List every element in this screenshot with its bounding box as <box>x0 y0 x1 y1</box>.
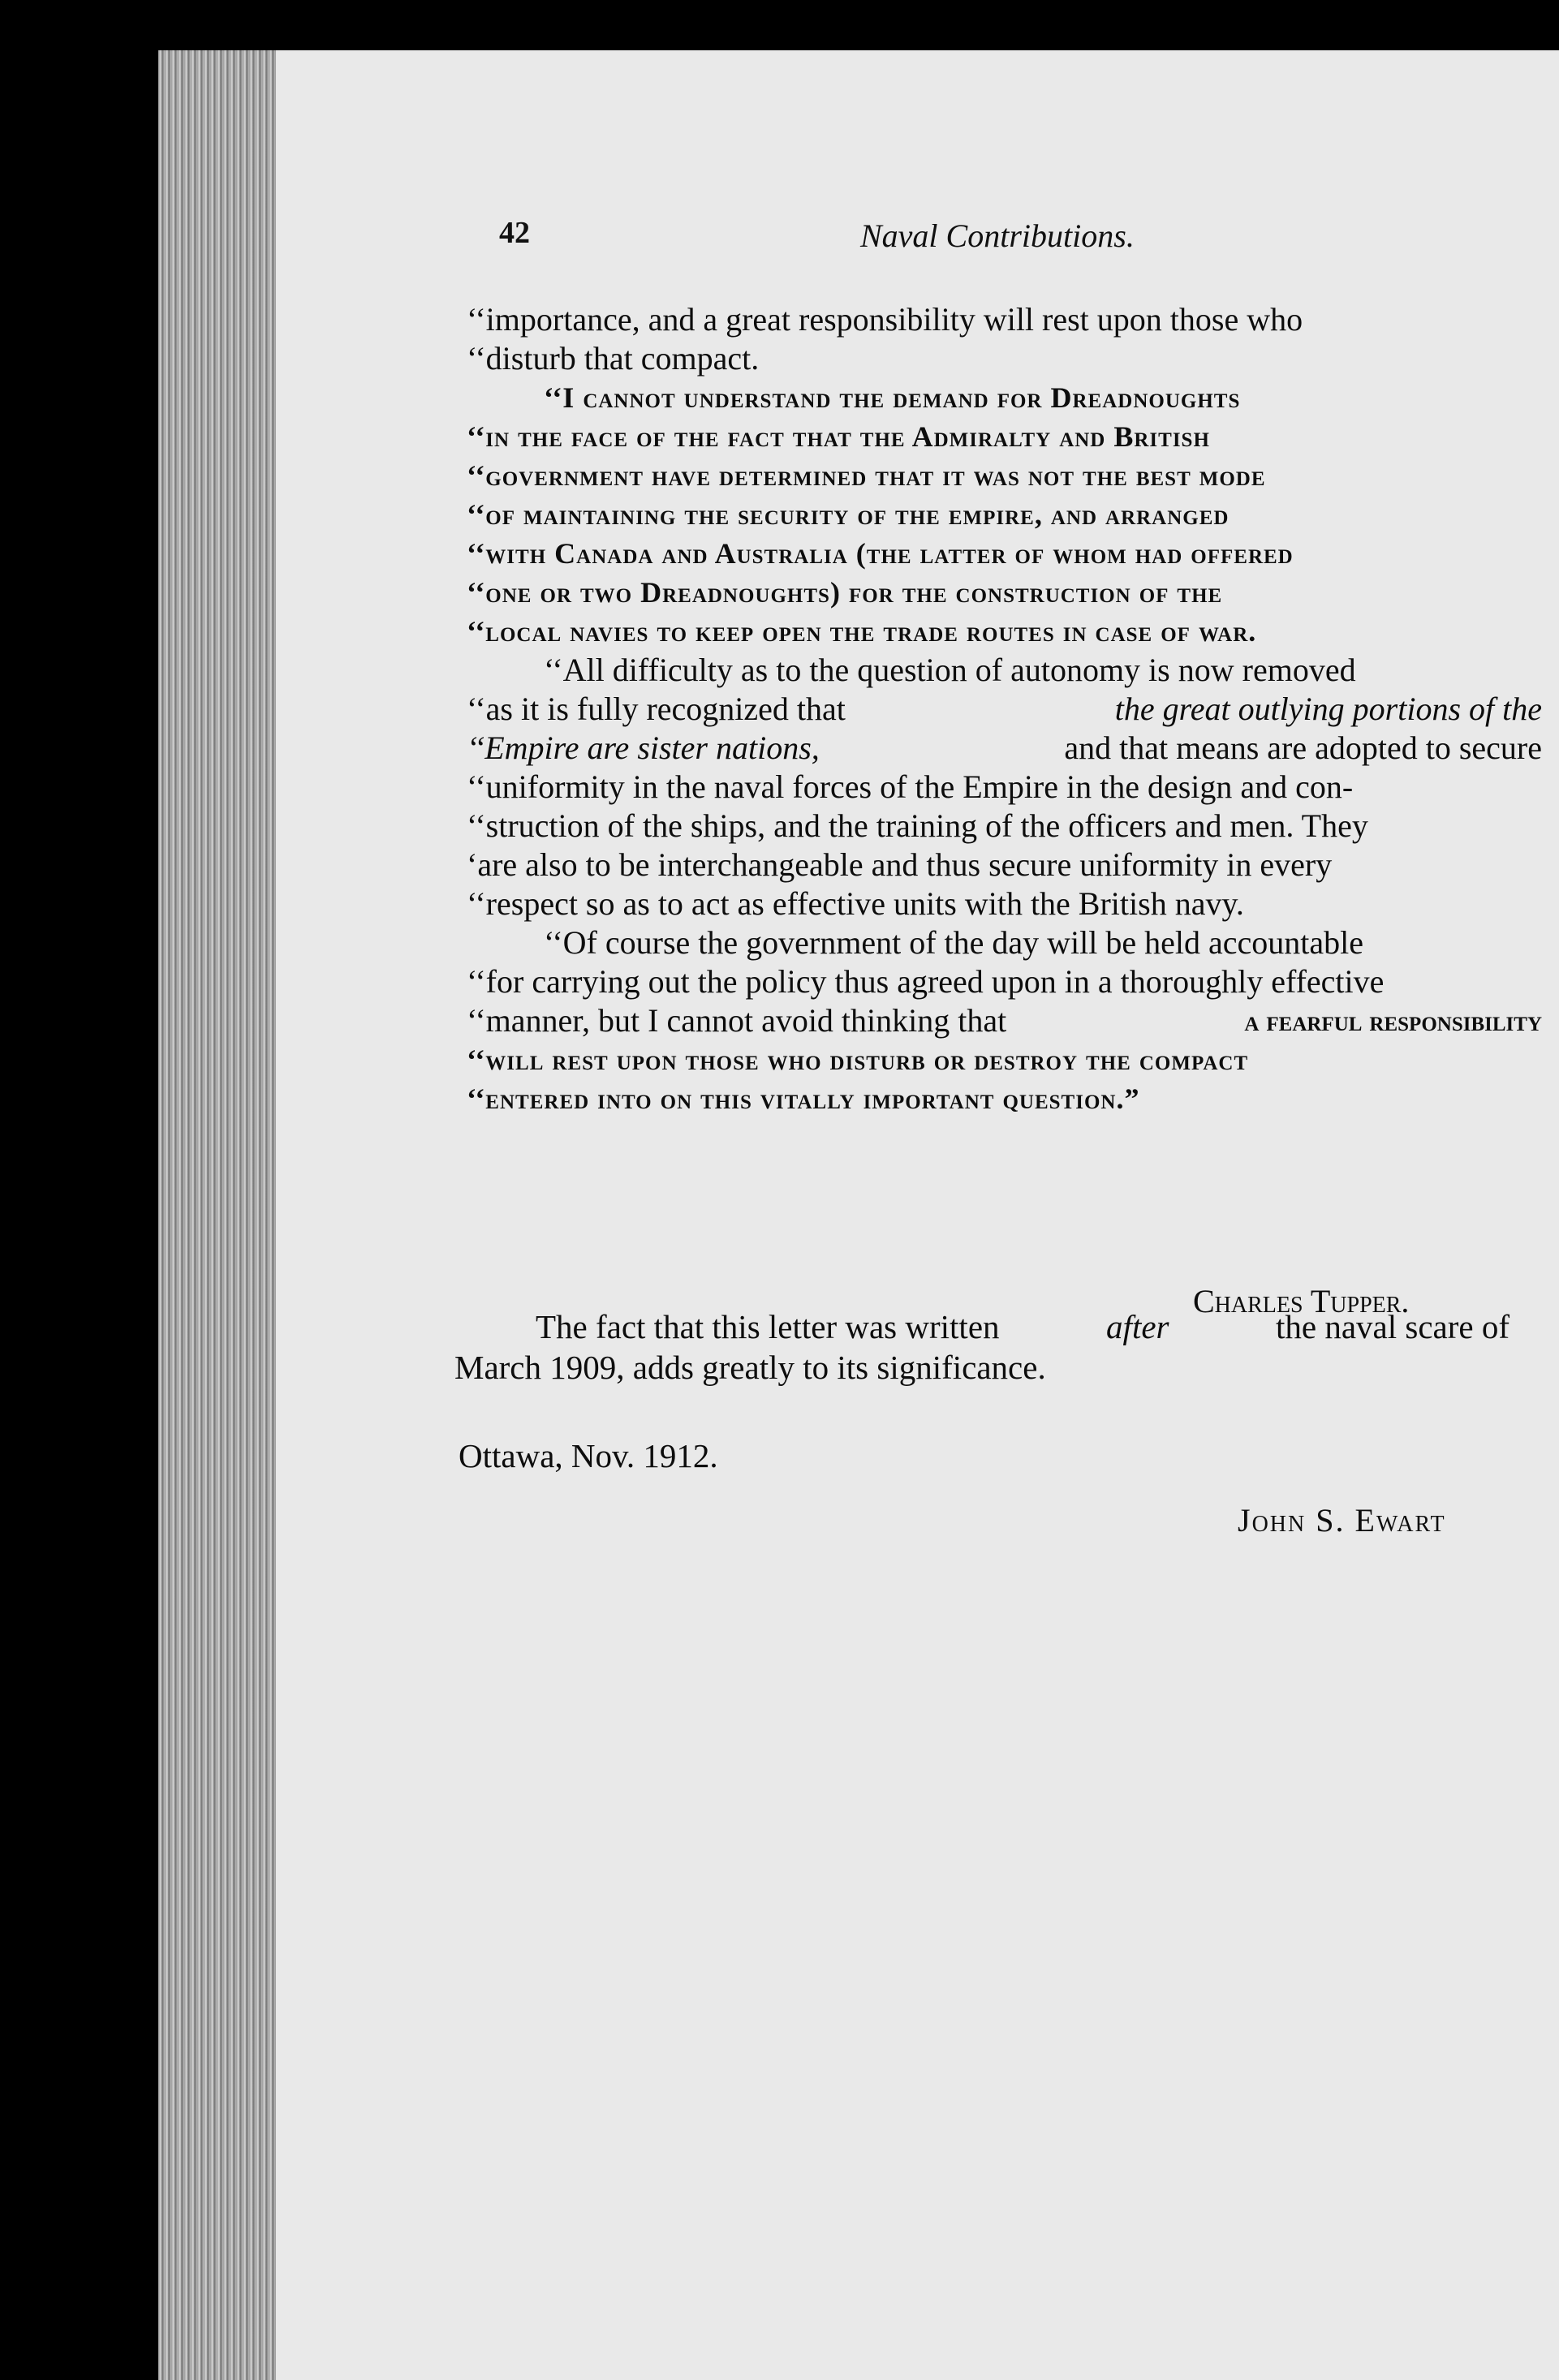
text-line: ‘‘in the face of the fact that the Admiralty and British <box>467 420 1210 453</box>
text-line: ‘‘one or two Dreadnoughts) for the construction of the <box>467 576 1223 609</box>
text-line: ‘‘of maintaining the security of the empire, and arranged <box>467 498 1230 531</box>
page-header <box>499 215 1554 264</box>
emphasis-text: the great outlying portions of the <box>1114 691 1542 727</box>
text-line: ‘‘importance, and a great responsibility will rest upon those who <box>467 301 1303 338</box>
page-edges <box>158 50 280 2380</box>
text-line: ‘‘entered into on this vitally important question.” <box>467 1082 1140 1115</box>
page-number: 42 <box>499 216 530 250</box>
text-line: ‘‘uniformity in the naval forces of the Empire in the design and con- <box>467 768 1354 805</box>
text-line: ‘‘will rest upon those who disturb or destroy the compact <box>467 1044 1249 1076</box>
text-line: ‘‘Empire are sister nations, and that means are adopted to secure <box>467 729 1542 766</box>
emphasis-smallcaps: a fearful responsibility <box>1244 1005 1542 1037</box>
text-line: ‘‘I cannot understand the demand for Dreadnoughts <box>544 381 1241 414</box>
author-signature: John S. Ewart <box>1238 1502 1446 1539</box>
text-line: ‘are also to be interchangeable and thus secure uniformity in every <box>467 846 1333 883</box>
text-line: ‘‘manner, but I cannot avoid thinking that a fearful responsibility <box>467 1002 1542 1039</box>
text-line: The fact that this letter was written after the naval scare of <box>536 1308 1509 1345</box>
text-line: ‘‘respect so as to act as effective units with the British navy. <box>467 885 1244 922</box>
text-line: ‘‘government have determined that it was not the best mode <box>467 459 1266 492</box>
text-line: ‘‘with Canada and Australia (the latter of whom had offered <box>467 537 1294 570</box>
emphasis-text: after <box>1106 1308 1169 1345</box>
text-line: ‘‘as it is fully recognized that the great outlying portions of the <box>467 691 1542 727</box>
quoted-letter <box>467 300 1542 1118</box>
text-line: March 1909, adds greatly to its significance. <box>454 1349 1046 1386</box>
text-line: ‘‘Of course the government of the day will be held accountable <box>544 924 1363 961</box>
emphasis-text: ‘‘Empire are sister nations, <box>467 729 820 766</box>
text-line: ‘‘disturb that compact. <box>467 340 760 377</box>
text-line: ‘‘for carrying out the policy thus agreed upon in a thoroughly effective <box>467 963 1385 1000</box>
dateline: Ottawa, Nov. 1912. <box>459 1437 718 1474</box>
letter-signature: Charles Tupper. <box>1193 1283 1410 1319</box>
text-line: ‘‘struction of the ships, and the training of the officers and men. They <box>467 807 1368 844</box>
text-line: ‘‘local navies to keep open the trade routes in case of war. <box>467 615 1257 648</box>
running-title: Naval Contributions. <box>860 217 1135 254</box>
text-line: ‘‘All difficulty as to the question of autonomy is now removed <box>544 652 1356 688</box>
editorial-note <box>454 1306 1509 1388</box>
